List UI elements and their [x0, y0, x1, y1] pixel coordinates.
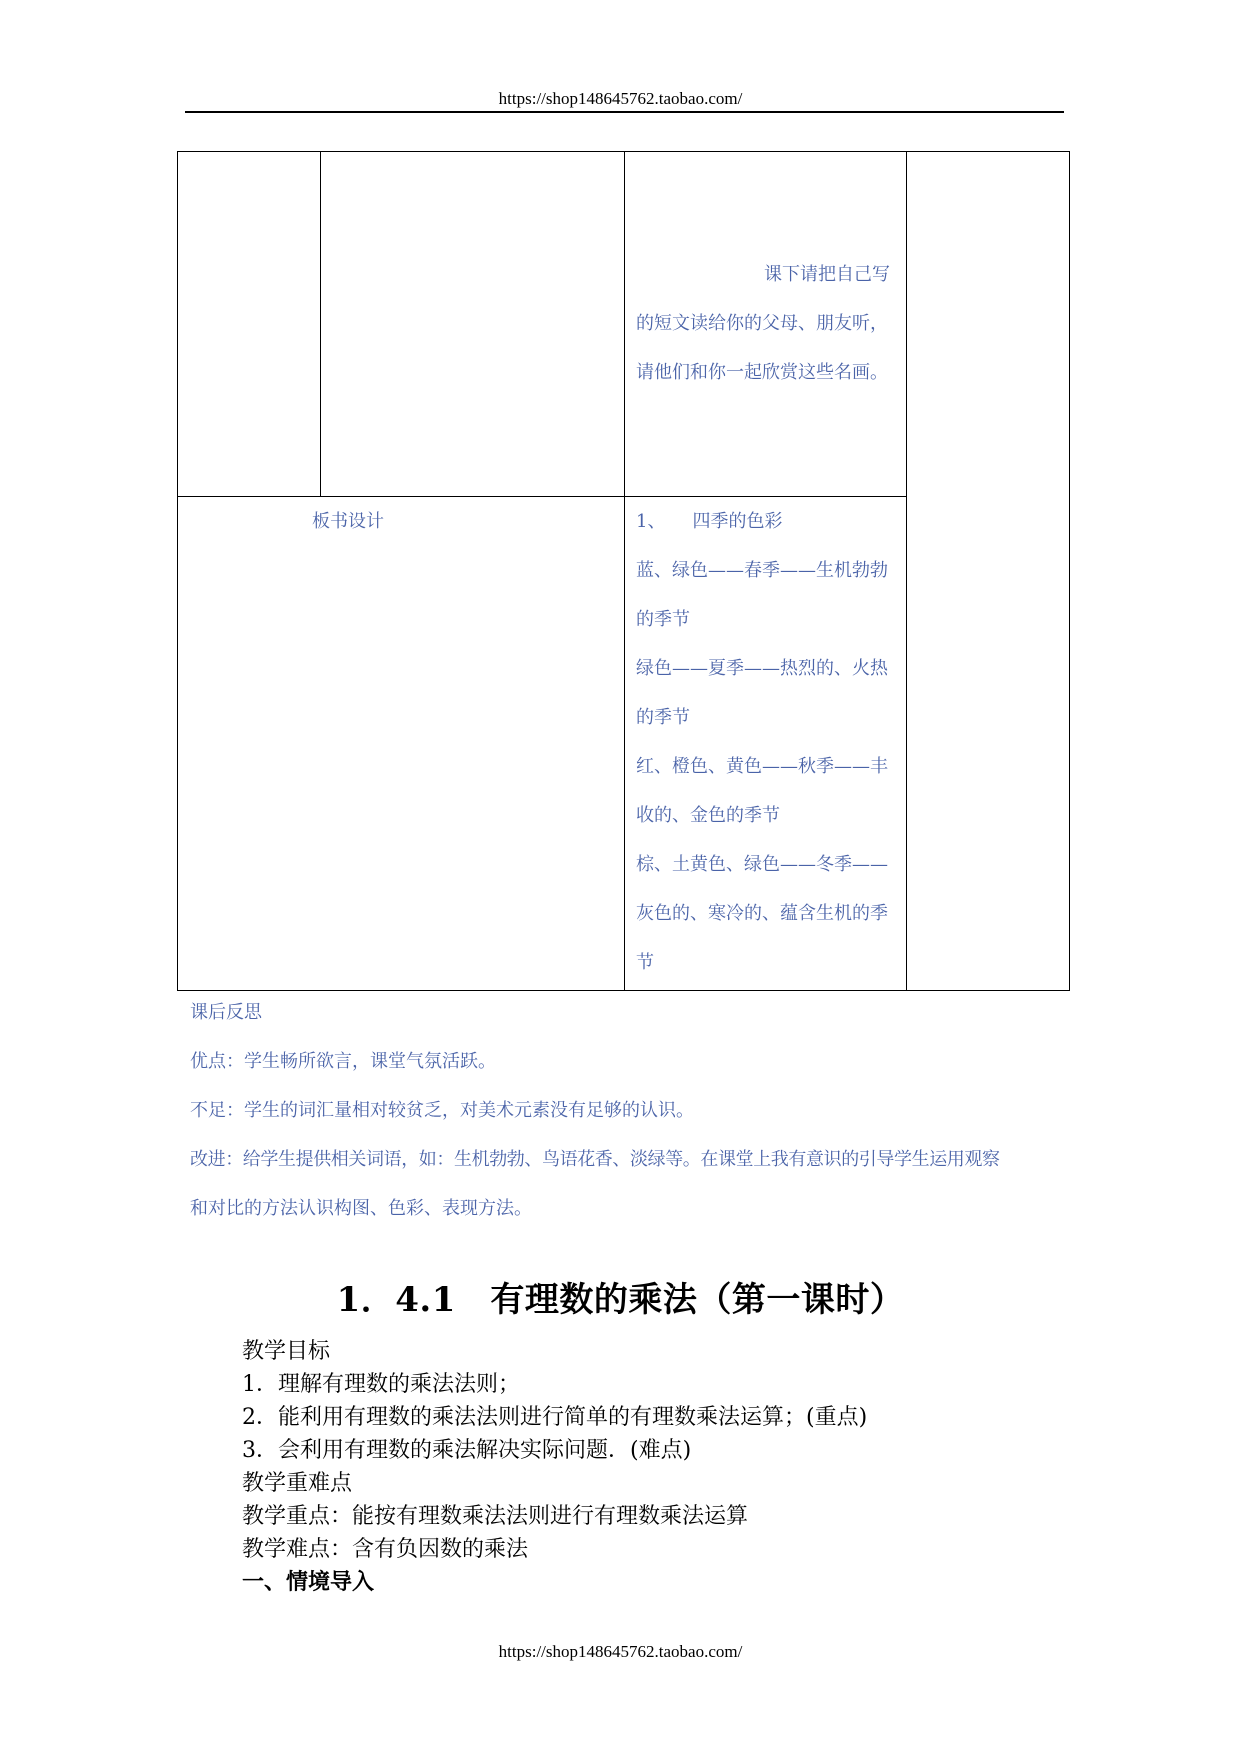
reflection-shortcoming: 不足：学生的词汇量相对较贫乏，对美术元素没有足够的认识。 — [190, 1100, 694, 1121]
lesson-line-5: 教学重难点 — [242, 1471, 353, 1496]
lesson-title: 1．4.1 有理数的乘法（第一课时） — [336, 1280, 905, 1320]
board-line-3: 的季节 — [636, 609, 690, 630]
homework-cell — [636, 250, 898, 397]
homework-line-1: 课下请把自己写 — [764, 264, 890, 285]
board-line-8: 棕、土黄色、绿色——冬季—— — [636, 854, 888, 875]
reflection-title: 课后反思 — [190, 1002, 262, 1023]
table-col-line-1 — [320, 151, 321, 496]
lesson-line-7: 教学难点：含有负因数的乘法 — [242, 1537, 529, 1562]
reflection-improvement-2: 和对比的方法认识构图、色彩、表现方法。 — [190, 1198, 532, 1219]
lesson-line-6: 教学重点：能按有理数乘法法则进行有理数乘法运算 — [242, 1504, 749, 1529]
footer-url: https://shop148645762.taobao.com/ — [498, 1642, 743, 1661]
table-col-line-2 — [624, 151, 625, 991]
board-line-6: 红、橙色、黄色——秋季——丰 — [636, 756, 888, 777]
board-line-1: 1、 四季的色彩 — [636, 511, 783, 532]
board-line-4: 绿色——夏季——热烈的、火热 — [636, 658, 888, 679]
header-url: https://shop148645762.taobao.com/ — [498, 89, 743, 108]
reflection-advantage: 优点：学生畅所欲言，课堂气氛活跃。 — [190, 1051, 496, 1072]
board-design-content — [636, 497, 898, 987]
section-heading: 一、情境导入 — [242, 1570, 375, 1595]
lesson-line-3: 2．能利用有理数的乘法法则进行简单的有理数乘法运算；(重点) — [242, 1405, 868, 1430]
reflection-section — [190, 988, 1070, 1233]
board-line-9: 灰色的、寒冷的、蕴含生机的季 — [636, 903, 888, 924]
lesson-line-2: 1．理解有理数的乘法法则； — [242, 1372, 520, 1397]
lesson-line-1: 教学目标 — [242, 1339, 331, 1364]
board-line-10: 节 — [636, 952, 654, 973]
homework-line-3: 请他们和你一起欣赏这些名画。 — [636, 362, 888, 383]
lesson-line-4: 3．会利用有理数的乘法解决实际问题．(难点) — [242, 1438, 692, 1463]
board-line-7: 收的、金色的季节 — [636, 805, 780, 826]
homework-line-2: 的短文读给你的父母、朋友听， — [636, 313, 888, 334]
board-line-5: 的季节 — [636, 707, 690, 728]
reflection-improvement-1: 改进：给学生提供相关词语，如：生机勃勃、鸟语花香、淡绿等。在课堂上我有意识的引导学生运用观察 — [190, 1149, 1000, 1170]
header-rule — [185, 111, 1064, 113]
lesson-body — [242, 1335, 867, 1599]
table-col-line-3 — [906, 151, 907, 991]
board-design-label: 板书设计 — [312, 511, 384, 532]
board-line-2: 蓝、绿色——春季——生机勃勃 — [636, 560, 888, 581]
